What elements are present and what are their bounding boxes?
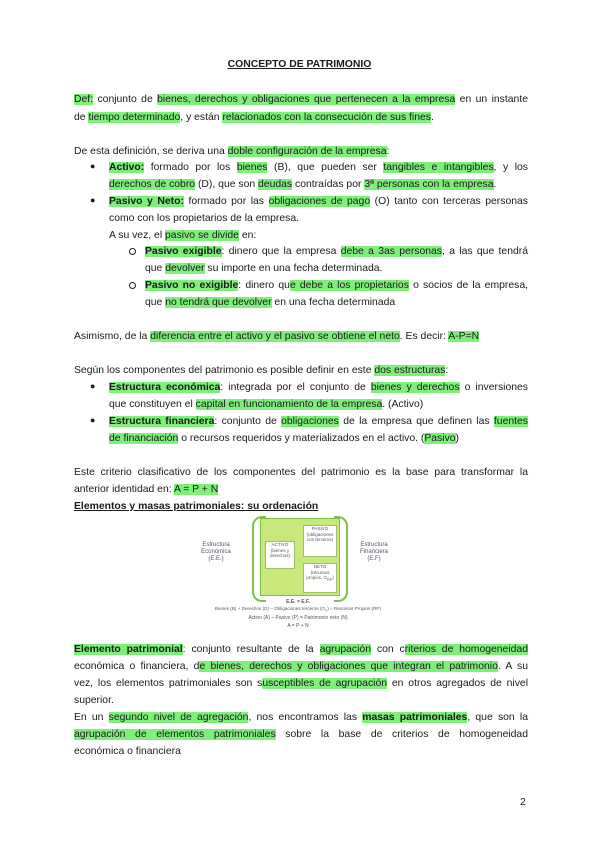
diagram-caption-3: Activo (A) – Pasivo (P) = Patrimonio neto (N) <box>248 615 348 621</box>
elemento-line-3: vez, los elementos patrimoniales son susceptibles de agrupación en otros agregados de nivel <box>74 678 528 689</box>
estructura-economica-line-1: Estructura económica: integrada por el conjunto de bienes y derechos o inversiones <box>109 382 528 393</box>
estructura-financiera-label: Estructura Financiera (E.F) <box>359 542 388 562</box>
pasivo-box: PASIVO (obligaciones con terceros) <box>303 525 337 557</box>
section-subtitle: Elementos y masas patrimoniales: su ordenación <box>74 501 319 512</box>
criterio-line-1: Este criterio clasificativo de los componentes del patrimonio es la base para transformar la <box>74 467 528 478</box>
segundo-nivel-line-2: agrupación de elementos patrimoniales sobre la base de criterios de homogeneidad <box>74 729 528 740</box>
pasivo-line-1: Pasivo y Neto: formado por las obligaciones de pago (O) tanto con terceras personas <box>109 196 528 207</box>
pasivo-line-3: A su vez, el pasivo se divide en: <box>109 230 257 241</box>
bullet-icon: ● <box>90 415 96 425</box>
estructura-financiera-line-1: Estructura financiera: conjunto de obligaciones de la empresa que definen las fuentes <box>109 416 528 427</box>
activo-box: ACTIVO (bienes y derechos) <box>265 541 295 569</box>
right-brace-icon <box>334 516 348 602</box>
estructura-economica-label: Estructura Económica (E.E.) <box>201 542 231 562</box>
activo-line-2: derechos de cobro (D), que son deudas contraídas por 3ª personas con la empresa. <box>109 179 497 190</box>
pasivo-exigible-line-2: que devolver su importe en una fecha determinada. <box>145 263 383 274</box>
definition-line-2: de tiempo determinado, y están relacionados con la consecución de sus fines. <box>74 112 434 123</box>
segundo-nivel-line-3: económica o financiera <box>74 746 181 757</box>
bullet-icon: ● <box>90 381 96 391</box>
balance-box <box>260 518 340 596</box>
criterio-line-2: anterior identidad en: A = P + N <box>74 484 219 495</box>
pasivo-line-2: como con los propietarios de la empresa. <box>109 213 300 224</box>
estructura-financiera-line-2: de financiación o recursos requeridos y materializados en el activo. (Pasivo) <box>109 433 460 444</box>
pasivo-no-exigible-line-1: Pasivo no exigible: dinero que debe a los propietarios o socios de la empresa, <box>145 280 528 291</box>
circle-bullet-icon <box>129 282 136 289</box>
pasivo-no-exigible-line-2: que no tendrá que devolver en una fecha determinada <box>145 297 396 308</box>
page-title: CONCEPTO DE PATRIMONIO <box>227 59 372 70</box>
diagram-caption-1: E.E. = E.F. <box>286 599 310 605</box>
estructura-economica-line-2: que constituyen el capital en funcionamiento de la empresa. (Activo) <box>109 399 424 410</box>
segundo-nivel-line-1: En un segundo nivel de agregación, nos encontramos las masas patrimoniales, que son la <box>74 712 528 723</box>
neto-box: NETO (recursos propios, $O_{RP}$) <box>303 563 337 593</box>
asimismo-line: Asimismo, de la diferencia entre el activo y el pasivo se obtiene el neto. Es decir: A-P=N <box>74 331 480 342</box>
intro-line: De esta definición, se deriva una doble configuración de la empresa: <box>74 146 390 157</box>
definition-line-1: Def: conjunto de bienes, derechos y obligaciones que pertenecen a la empresa en un instante <box>74 94 528 105</box>
patrimonio-diagram <box>178 512 418 642</box>
bullet-icon: ● <box>90 161 96 171</box>
segun-line: Según los componentes del patrimonio es posible definir en este dos estructuras: <box>74 365 449 376</box>
elemento-line-4: superior. <box>74 695 114 706</box>
diagram-caption-4: A = P + N <box>287 623 309 629</box>
page-number: 2 <box>520 797 526 808</box>
pasivo-exigible-line-1: Pasivo exigible: dinero que la empresa debe a 3as personas, a las que tendrá <box>145 246 528 257</box>
activo-line-1: Activo: formado por los bienes (B), que pueden ser tangibles e intangibles, y los <box>109 162 529 173</box>
circle-bullet-icon <box>129 248 136 255</box>
bullet-icon: ● <box>90 195 96 205</box>
diagram-caption-2: Bienes (B) + Derechos (D) – Obligaciones terceros $(O_T)$ = Recursos Propios (RP) <box>214 606 381 613</box>
elemento-line-1: Elemento patrimonial: conjunto resultante de la agrupación con criterios de homogeneidad <box>74 644 528 655</box>
elemento-line-2: económica o financiera, de bienes, derechos y obligaciones que integran el patrimonio. A su <box>74 661 528 672</box>
